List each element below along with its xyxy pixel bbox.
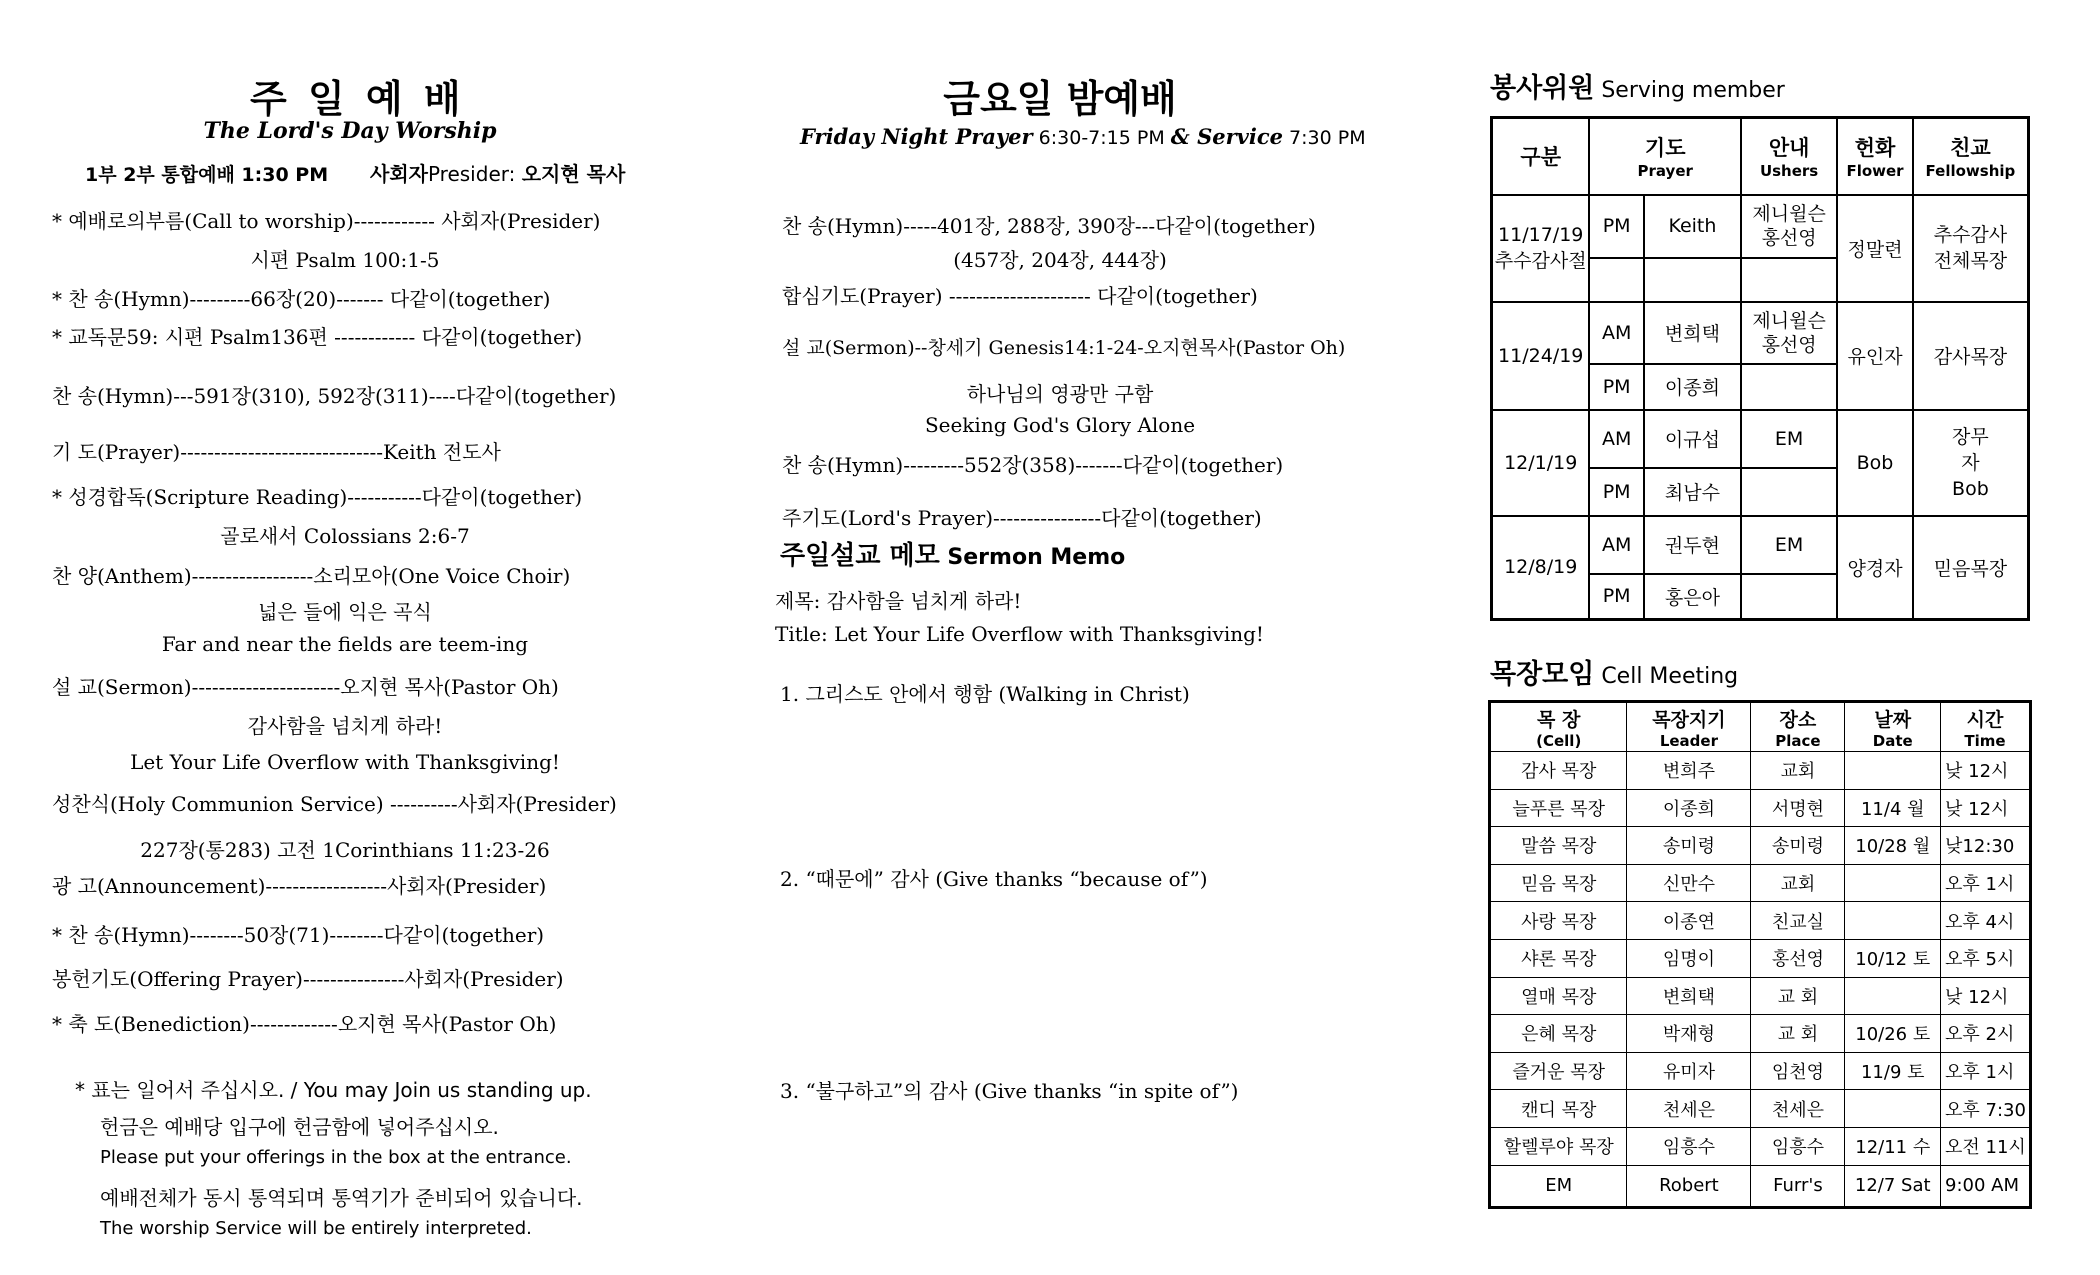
serving-row: [1492, 410, 2029, 468]
sunday-line: 넓은 들에 익은 곡식: [258, 600, 432, 624]
serving-time: AM: [1589, 410, 1643, 468]
sunday-note: Please put your offerings in the box at the entrance.: [100, 1147, 572, 1168]
cell-name: EM: [1490, 1165, 1627, 1207]
sermon-memo-title-ko: 주일설교 메모: [780, 541, 940, 571]
cell-leader: Robert: [1627, 1165, 1751, 1207]
cell-row: [1490, 977, 2031, 1015]
sunday-line: * 교독문59: 시편 Psalm136편 ------------ 다같이(together): [52, 325, 583, 349]
cell-place: 홍선영: [1751, 939, 1845, 977]
serving-date: 11/24/19: [1492, 302, 1590, 410]
serving-flower: 유인자: [1837, 302, 1913, 410]
cell-time: 낮12:30: [1941, 827, 2031, 865]
sunday-line: * 예배로의부름(Call to worship)------------ 사회자(Presider): [52, 209, 601, 233]
sunday-line: 227장(통283) 고전 1Corinthians 11:23-26: [140, 838, 550, 862]
cell-date: [1845, 977, 1941, 1015]
cell-leader: 천세은: [1627, 1090, 1751, 1128]
cell-row: [1490, 1052, 2031, 1090]
serving-prayer: Keith: [1644, 195, 1741, 258]
cell-time: 오전 11시: [1941, 1127, 2031, 1165]
serving-flower: 정말련: [1837, 195, 1913, 302]
friday-subtitle-prayer: Friday Night Prayer: [800, 124, 1033, 149]
cell-row: [1490, 864, 2031, 902]
cell-time: 오후 7:30: [1941, 1090, 2031, 1128]
cell-time: 9:00 AM: [1941, 1165, 2031, 1207]
cell-leader: 임흥수: [1627, 1127, 1751, 1165]
serving-title-en: Serving member: [1594, 78, 1785, 103]
sunday-line: 광 고(Announcement)------------------사회자(Presider): [52, 874, 547, 898]
cell-row: [1490, 789, 2031, 827]
serving-fellowship: 믿음목장: [1913, 516, 2029, 620]
sermon-point-3: 3. “불구하고”의 감사 (Give thanks “in spite of”): [780, 1079, 1239, 1103]
cell-name: 할렐루야 목장: [1490, 1127, 1627, 1165]
serving-time: AM: [1589, 516, 1643, 574]
cell-date: 10/28 월: [1845, 827, 1941, 865]
cell-row: [1490, 1015, 2031, 1053]
sunday-presider: [370, 158, 625, 187]
cell-place: 교 회: [1751, 977, 1845, 1015]
serving-prayer: 변희택: [1644, 302, 1741, 364]
serving-title: [1490, 66, 1785, 105]
sunday-subtitle: The Lord's Day Worship: [203, 118, 497, 144]
cell-date: 12/7 Sat: [1845, 1165, 1941, 1207]
cell-date: 10/26 토: [1845, 1015, 1941, 1053]
sunday-line: 설 교(Sermon)----------------------오지현 목사(Pastor Oh): [52, 675, 559, 699]
serving-usher: EM: [1741, 410, 1837, 468]
cell-leader: 이종희: [1627, 789, 1751, 827]
sunday-line: Far and near the fields are teem-ing: [161, 632, 529, 656]
friday-subtitle-service-time: 7:30 PM: [1283, 127, 1366, 149]
cell-date: [1845, 752, 1941, 790]
serving-flower: 양경자: [1837, 516, 1913, 620]
cell-title-en: Cell Meeting: [1594, 664, 1739, 689]
cell-leader: 박재형: [1627, 1015, 1751, 1053]
serving-time: PM: [1589, 364, 1643, 410]
serving-time: PM: [1589, 468, 1643, 516]
friday-title: 금요일 밤예배: [943, 77, 1177, 121]
cell-date: 11/9 토: [1845, 1052, 1941, 1090]
cell-row: [1490, 939, 2031, 977]
friday-line: Seeking God's Glory Alone: [924, 413, 1196, 437]
cell-name: 캔디 목장: [1490, 1090, 1627, 1128]
sunday-note: * 표는 일어서 주십시오. / You may Join us standing up.: [75, 1078, 592, 1102]
cell-place: 임천영: [1751, 1052, 1845, 1090]
cell-place: 교 회: [1751, 1015, 1845, 1053]
cell-time: 낮 12시: [1941, 752, 2031, 790]
serving-usher: 제니윌슨 홍선영: [1741, 302, 1837, 364]
cell-place: 천세은: [1751, 1090, 1845, 1128]
friday-line: 합심기도(Prayer) --------------------- 다같이(together): [782, 284, 1258, 308]
cell-leader: 이종연: [1627, 902, 1751, 940]
cell-place: 서명현: [1751, 789, 1845, 827]
serving-header-fellowship: 친교 Fellowship: [1913, 118, 2029, 195]
friday-line: 주기도(Lord's Prayer)----------------다같이(together): [782, 506, 1262, 530]
cell-title: [1490, 652, 1738, 691]
cell-time: 오후 4시: [1941, 902, 2031, 940]
serving-time: AM: [1589, 302, 1643, 364]
sermon-point-2: 2. “때문에” 감사 (Give thanks “because of”): [780, 867, 1208, 891]
cell-header-cell: 목 장 (Cell): [1490, 702, 1627, 752]
serving-title-ko: 봉사위원: [1490, 73, 1595, 104]
cell-name: 늘푸른 목장: [1490, 789, 1627, 827]
cell-time: 오후 1시: [1941, 864, 2031, 902]
friday-subtitle-service: & Service: [1170, 124, 1283, 149]
cell-row: [1490, 1090, 2031, 1128]
cell-date: 12/11 수: [1845, 1127, 1941, 1165]
serving-fellowship: 추수감사 전체목장: [1913, 195, 2029, 302]
serving-time: [1589, 258, 1643, 302]
cell-name: 즐거운 목장: [1490, 1052, 1627, 1090]
serving-table: [1490, 116, 2030, 621]
serving-usher: 제니윌슨 홍선영: [1741, 195, 1837, 258]
sunday-line: * 축 도(Benediction)-------------오지현 목사(Pastor Oh): [52, 1012, 557, 1036]
sunday-service-time: 1부 2부 통합예배 1:30 PM: [85, 164, 329, 186]
cell-time: 낮 12시: [1941, 977, 2031, 1015]
friday-subtitle-prayer-time: 6:30-7:15 PM: [1032, 127, 1171, 149]
presider-label-ko: 사회자: [370, 162, 428, 186]
cell-name: 감사 목장: [1490, 752, 1627, 790]
sunday-note: 예배전체가 동시 통역되며 통역기가 준비되어 있습니다.: [100, 1186, 583, 1210]
cell-name: 사랑 목장: [1490, 902, 1627, 940]
serving-date: 12/8/19: [1492, 516, 1590, 620]
sunday-line: * 성경합독(Scripture Reading)-----------다같이(together): [52, 485, 583, 509]
sunday-line: * 찬 송(Hymn)---------66장(20)------- 다같이(together): [52, 287, 551, 311]
serving-usher: EM: [1741, 516, 1837, 574]
cell-leader: 신만수: [1627, 864, 1751, 902]
cell-header-date: 날짜 Date: [1845, 702, 1941, 752]
cell-row: [1490, 1165, 2031, 1207]
serving-date: 11/17/19 추수감사절: [1492, 195, 1590, 302]
cell-leader: 유미자: [1627, 1052, 1751, 1090]
cell-name: 믿음 목장: [1490, 864, 1627, 902]
serving-row: [1492, 302, 2029, 364]
cell-table: [1488, 700, 2032, 1209]
cell-date: [1845, 864, 1941, 902]
cell-place: 교회: [1751, 752, 1845, 790]
cell-place: 임흥수: [1751, 1127, 1845, 1165]
sunday-line: 감사함을 넘치게 하라!: [247, 714, 443, 738]
cell-time: 오후 2시: [1941, 1015, 2031, 1053]
cell-place: 송미령: [1751, 827, 1845, 865]
cell-name: 은혜 목장: [1490, 1015, 1627, 1053]
sermon-point-1: 1. 그리스도 안에서 행함 (Walking in Christ): [780, 682, 1190, 706]
sunday-note: The worship Service will be entirely interpreted.: [100, 1218, 532, 1239]
serving-prayer: 최남수: [1644, 468, 1741, 516]
serving-row: [1492, 516, 2029, 574]
friday-line: 찬 송(Hymn)---------552장(358)-------다같이(together): [782, 453, 1284, 477]
serving-usher: [1741, 468, 1837, 516]
serving-header-ushers: 안내 Ushers: [1741, 118, 1837, 195]
cell-header-time: 시간 Time: [1941, 702, 2031, 752]
friday-line: (457장, 204장, 444장): [953, 248, 1167, 272]
sermon-memo-title: [780, 535, 1125, 572]
cell-date: 10/12 토: [1845, 939, 1941, 977]
serving-flower: Bob: [1837, 410, 1913, 516]
serving-prayer: 권두현: [1644, 516, 1741, 574]
cell-date: [1845, 902, 1941, 940]
sunday-line: 시편 Psalm 100:1-5: [250, 248, 440, 272]
cell-place: Furr's: [1751, 1165, 1845, 1207]
sunday-line: Let Your Life Overflow with Thanksgiving!: [130, 750, 560, 774]
sunday-title: 주 일 예 배: [250, 77, 465, 121]
cell-time: 오후 5시: [1941, 939, 2031, 977]
cell-place: 교회: [1751, 864, 1845, 902]
cell-place: 친교실: [1751, 902, 1845, 940]
cell-leader: 임명이: [1627, 939, 1751, 977]
cell-row: [1490, 827, 2031, 865]
serving-header-flower: 헌화 Flower: [1837, 118, 1913, 195]
serving-usher: [1741, 574, 1837, 620]
cell-time: 오후 1시: [1941, 1052, 2031, 1090]
cell-header-place: 장소 Place: [1751, 702, 1845, 752]
sunday-line: 골로새서 Colossians 2:6-7: [220, 524, 470, 548]
cell-leader: 변희택: [1627, 977, 1751, 1015]
sunday-line: 기 도(Prayer)------------------------------Keith 전도사: [52, 440, 501, 464]
friday-line: 찬 송(Hymn)-----401장, 288장, 390장---다같이(together): [782, 214, 1316, 238]
sermon-memo-subject-en: Title: Let Your Life Overflow with Thanksgiving!: [775, 622, 1264, 646]
cell-date: [1845, 1090, 1941, 1128]
cell-row: [1490, 902, 2031, 940]
serving-fellowship: 장무자 Bob: [1913, 410, 2029, 516]
presider-name: 오지현 목사: [521, 162, 626, 186]
serving-time: PM: [1589, 195, 1643, 258]
friday-subtitle: [800, 124, 1366, 149]
sunday-line: 봉헌기도(Offering Prayer)---------------사회자(Presider): [52, 967, 564, 991]
serving-date: 12/1/19: [1492, 410, 1590, 516]
serving-prayer: 이종희: [1644, 364, 1741, 410]
friday-line: 설 교(Sermon)--창세기 Genesis14:1-24-오지현목사(Pastor Oh): [782, 337, 1346, 359]
serving-fellowship: 감사목장: [1913, 302, 2029, 410]
friday-line: 하나님의 영광만 구함: [966, 382, 1154, 406]
sermon-memo-subject-ko: 제목: 감사함을 넘치게 하라!: [775, 589, 1022, 613]
cell-row: [1490, 752, 2031, 790]
cell-name: 열매 목장: [1490, 977, 1627, 1015]
serving-header-prayer: 기도 Prayer: [1589, 118, 1741, 195]
cell-time: 낮 12시: [1941, 789, 2031, 827]
cell-header-leader: 목장지기 Leader: [1627, 702, 1751, 752]
serving-prayer: [1644, 258, 1741, 302]
sunday-line: 찬 양(Anthem)------------------소리모아(One Voice Choir): [52, 564, 571, 588]
serving-usher: [1741, 258, 1837, 302]
cell-date: 11/4 월: [1845, 789, 1941, 827]
sunday-line: 찬 송(Hymn)---591장(310), 592장(311)----다같이(together): [52, 384, 617, 408]
presider-label-en: Presider:: [427, 162, 522, 186]
serving-time: PM: [1589, 574, 1643, 620]
cell-leader: 송미령: [1627, 827, 1751, 865]
cell-row: [1490, 1127, 2031, 1165]
cell-title-ko: 목장모임: [1490, 659, 1595, 690]
cell-name: 샤론 목장: [1490, 939, 1627, 977]
cell-leader: 변희주: [1627, 752, 1751, 790]
serving-prayer: 홍은아: [1644, 574, 1741, 620]
cell-name: 말씀 목장: [1490, 827, 1627, 865]
sunday-line: 성찬식(Holy Communion Service) ----------사회자(Presider): [52, 792, 617, 816]
serving-prayer: 이규섭: [1644, 410, 1741, 468]
serving-header-category: 구분: [1492, 118, 1590, 195]
sunday-note: 헌금은 예배당 입구에 헌금함에 넣어주십시오.: [100, 1115, 499, 1139]
serving-usher: [1741, 364, 1837, 410]
serving-row: [1492, 195, 2029, 258]
sermon-memo-title-en: Sermon Memo: [939, 545, 1126, 570]
sunday-line: * 찬 송(Hymn)--------50장(71)--------다같이(together): [52, 923, 545, 947]
